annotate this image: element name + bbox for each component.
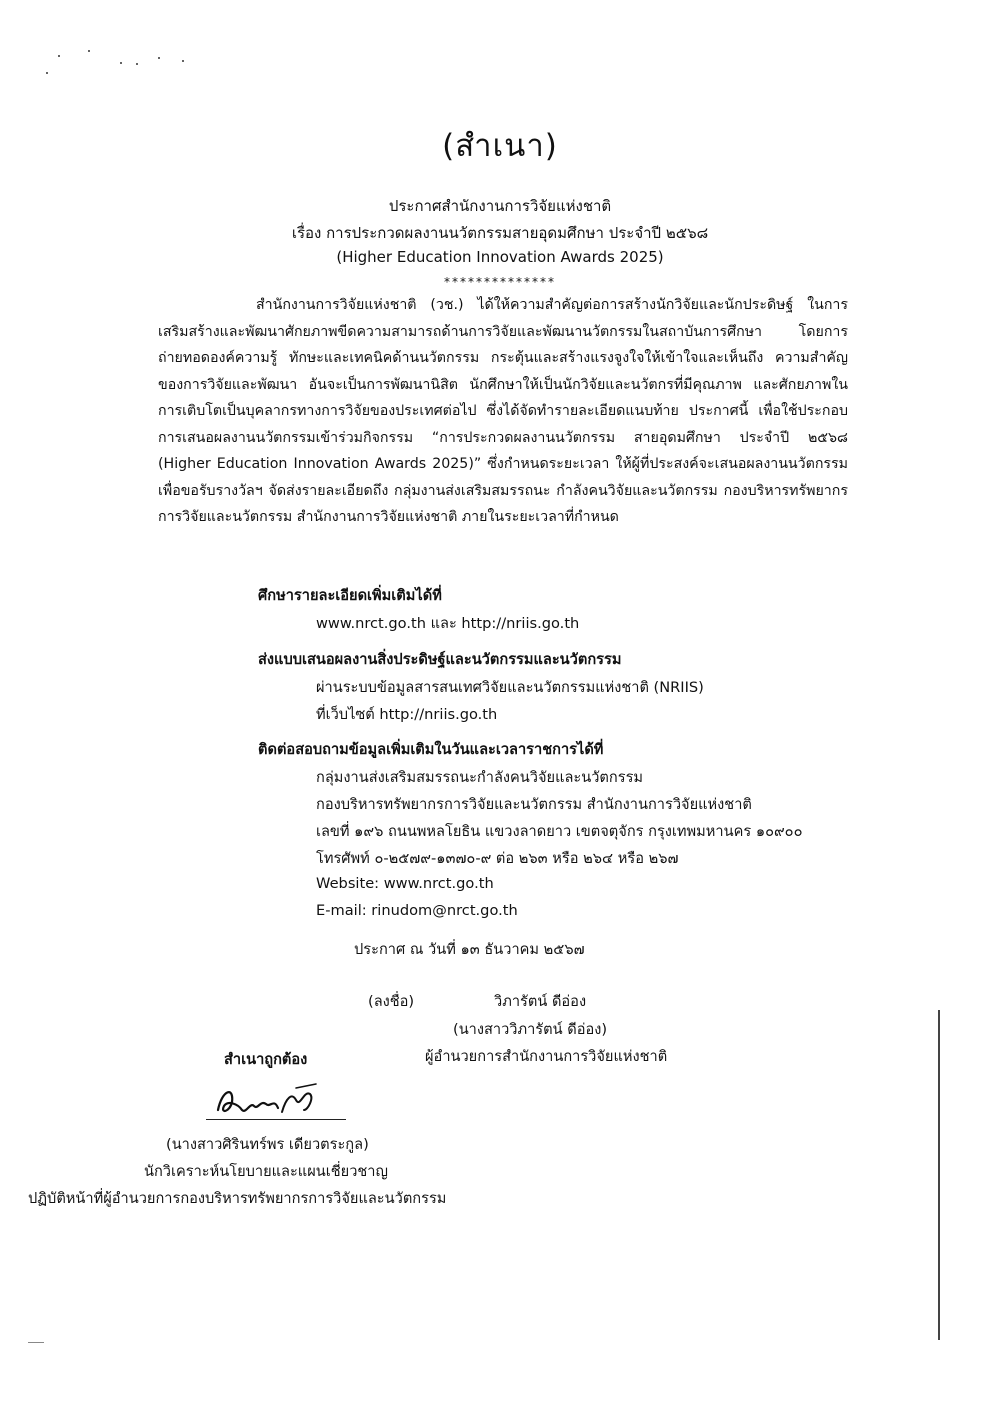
certifier-name: (นางสาวศิรินทร์พร เดียวตระกูล) [166, 1136, 369, 1153]
scan-mark [28, 1342, 44, 1343]
certifier-position: นักวิเคราะห์นโยบายและแผนเชี่ยวชาญ [144, 1163, 388, 1180]
submit-line-1: ผ่านระบบข้อมูลสารสนเทศวิจัยและนวัตกรรมแห่งชาติ (NRIIS) [316, 679, 704, 696]
contact-heading: ติดต่อสอบถามข้อมูลเพิ่มเติมในวันและเวลาราชการได้ที่ [258, 741, 604, 758]
signed-label: (ลงชื่อ) [368, 993, 415, 1010]
submit-heading: ส่งแบบเสนอผลงานสิ่งประดิษฐ์และนวัตกรรมและนวัตกรรม [258, 651, 622, 668]
certified-copy-label: สำเนาถูกต้อง [224, 1051, 308, 1068]
submit-line-2: ที่เว็บไซต์ http://nriis.go.th [316, 706, 498, 723]
scan-speck [88, 50, 90, 52]
subtitle-en: (Higher Education Innovation Awards 2025) [336, 248, 664, 266]
more-info-links: www.nrct.go.th และ http://nriis.go.th [316, 615, 580, 632]
contact-line-1: กลุ่มงานส่งเสริมสมรรถนะกำลังคนวิจัยและนวัตกรรม [316, 769, 644, 786]
scan-speck [120, 62, 122, 64]
copy-mark: (สำเนา) [442, 128, 558, 164]
handwritten-signature [212, 1080, 322, 1120]
scan-speck [136, 63, 138, 65]
signer-full-name: (นางสาววิภารัตน์ ดีอ่อง) [453, 1021, 608, 1038]
contact-line-3: เลขที่ ๑๙๖ ถนนพหลโยธิน แขวงลาดยาว เขตจตุจักร กรุงเทพมหานคร ๑๐๙๐๐ [316, 823, 803, 840]
scan-speck [182, 60, 184, 62]
scan-edge-line [938, 1010, 940, 1340]
contact-line-6: E-mail: rinudom@nrct.go.th [316, 902, 518, 919]
certifier-acting-role: ปฏิบัติหน้าที่ผู้อำนวยการกองบริหารทรัพยากรการวิจัยและนวัตกรรม [28, 1190, 447, 1207]
signer-name: วิภารัตน์ ดีอ่อง [494, 993, 587, 1010]
subject-line: เรื่อง การประกวดผลงานนวัตกรรมสายอุดมศึกษา ประจำปี ๒๕๖๘ [291, 224, 709, 242]
contact-line-2: กองบริหารทรัพยากรการวิจัยและนวัตกรรม สำนักงานการวิจัยแห่งชาติ [316, 796, 752, 813]
scan-speck [46, 72, 48, 74]
separator-stars: ************** [444, 275, 556, 289]
contact-line-5: Website: www.nrct.go.th [316, 875, 494, 892]
body-paragraph-text: สำนักงานการวิจัยแห่งชาติ (วช.) ได้ให้ความสำคัญต่อการสร้างนักวิจัยและนักประดิษฐ์ ในการเสริมสร้างและพัฒนาศักยภาพขีดความสามารถด้านการวิจัยและพัฒนานวัตกรรมในสถาบันการศึกษา โดยการถ่ายทอดองค์ความรู้ ทักษะและเทคนิคด้านนวัตกรรม กระตุ้นและสร้างแรงจูงใจให้เข้าใจและเห็นถึง ความสำคัญของการวิจัยและพัฒนา อันจะเป็นการพัฒนานิสิต นักศึกษาให้เป็นนักวิจัยและนวัตกรที่มีคุณภาพ และศักยภาพในการเติบโตเป็นบุคลากรทางการวิจัยของประเทศต่อไป ซึ่งได้จัดทำรายละเอียดแนบท้าย ประกาศนี้ เพื่อใช้ประกอบการเสนอผลงานนวัตกรรมเข้าร่วมกิจกรรม “การประกวดผลงานนวัตกรรม สายอุดมศึกษา ประจำปี ๒๕๖๘ (Higher Education Innovation Awards 2025)” ซึ่งกำหนดระยะเวลา ให้ผู้ที่ประสงค์จะเสนอผลงานนวัตกรรมเพื่อขอรับรางวัลฯ จัดส่งรายละเอียดถึง กลุ่มงานส่งเสริมสมรรถนะ กำลังคนวิจัยและนวัตกรรม กองบริหารทรัพยากรการวิจัยและนวัตกรรม สำนักงานการวิจัยแห่งชาติ ภายในระยะเวลาที่กำหนด [158, 297, 848, 525]
signature-rule [206, 1119, 346, 1120]
body-paragraph [158, 292, 848, 531]
scan-speck [58, 55, 60, 57]
scan-speck [158, 57, 160, 59]
issuer-line: ประกาศสำนักงานการวิจัยแห่งชาติ [388, 197, 612, 215]
more-info-heading: ศึกษารายละเอียดเพิ่มเติมได้ที่ [258, 587, 442, 604]
announcement-date: ประกาศ ณ วันที่ ๑๓ ธันวาคม ๒๕๖๗ [354, 941, 585, 958]
contact-line-4: โทรศัพท์ ๐-๒๕๗๙-๑๓๗๐-๙ ต่อ ๒๖๓ หรือ ๒๖๔ หรือ ๒๖๗ [316, 850, 679, 867]
signer-title: ผู้อำนวยการสำนักงานการวิจัยแห่งชาติ [425, 1048, 668, 1065]
